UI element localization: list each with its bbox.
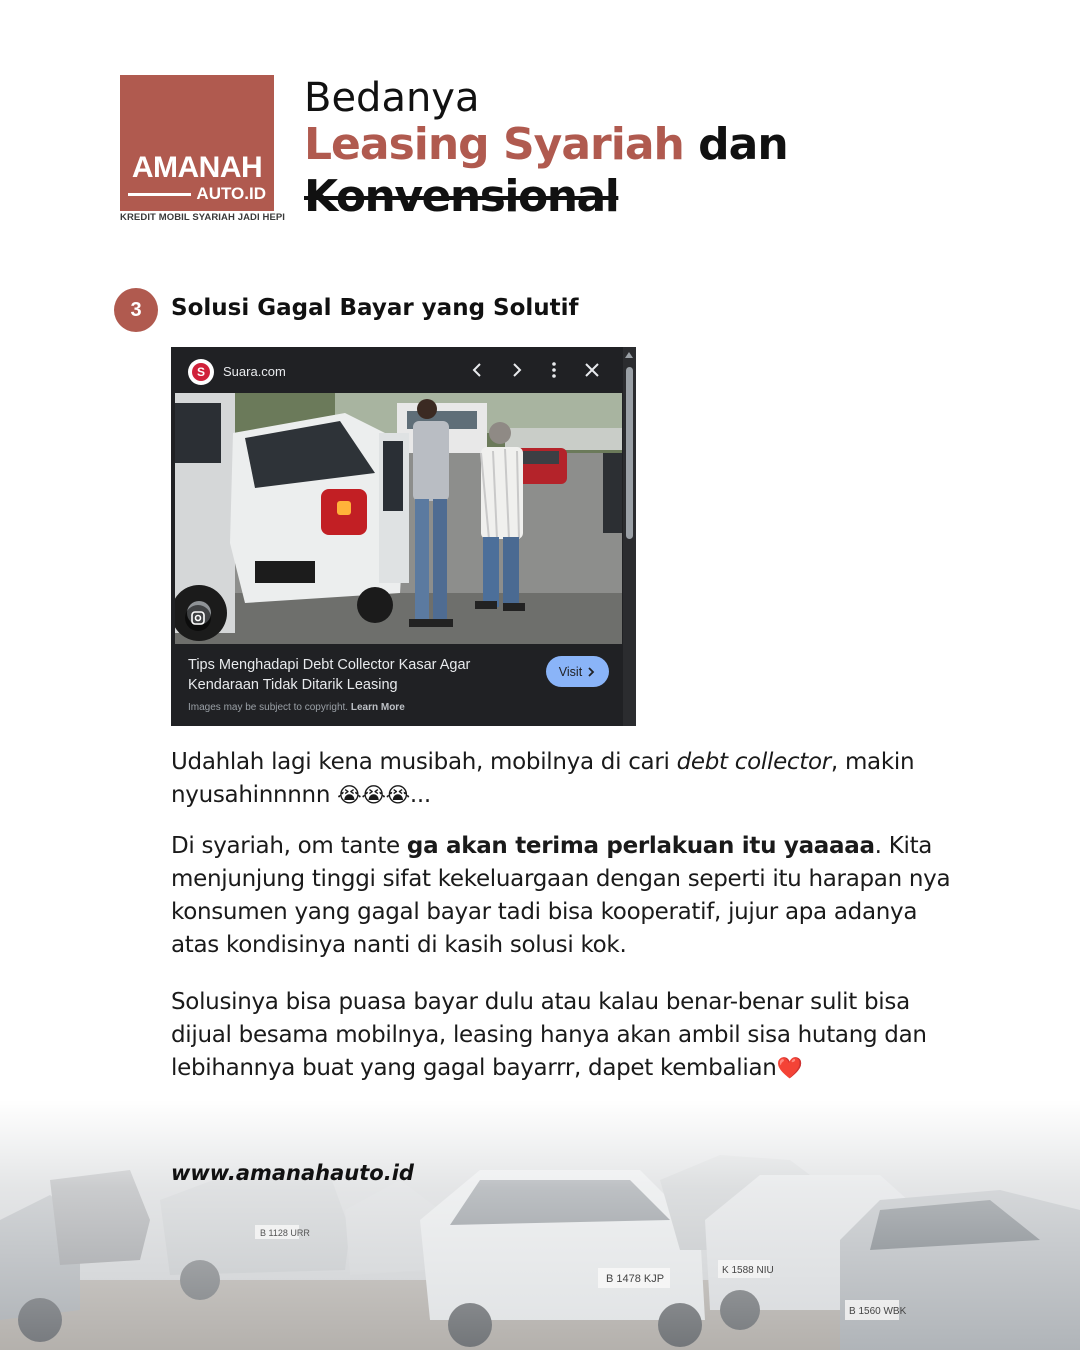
title-conjunction: dan <box>698 119 788 170</box>
title-line-2 <box>304 118 788 172</box>
image-search-card <box>171 347 636 726</box>
p1-text-a: Udahlah lagi kena musibah, mobilnya di cari <box>171 749 677 775</box>
logo-sub-text: AUTO.ID <box>196 184 266 203</box>
lens-search-icon[interactable] <box>185 605 211 631</box>
site-favicon-icon <box>188 359 214 385</box>
footer-cars-background <box>0 1100 1080 1350</box>
logo-sub-row <box>128 185 266 203</box>
p1-text-b: , makin nyusahinnnnn <box>171 749 915 808</box>
site-name[interactable]: Suara.com <box>223 364 286 379</box>
close-icon[interactable] <box>582 360 602 380</box>
paragraph-2 <box>171 830 971 962</box>
parked-cars-illustration <box>0 1100 1080 1350</box>
site-favicon-letter: S <box>192 363 210 381</box>
brand-tagline: KREDIT MOBIL SYARIAH JADI HEPI <box>120 212 286 223</box>
brand-logo <box>120 75 274 211</box>
back-icon[interactable] <box>468 360 488 380</box>
scroll-up-icon[interactable] <box>625 352 633 358</box>
website-url[interactable]: www.amanahauto.id <box>171 1161 414 1185</box>
copyright-text: Images may be subject to copyright. <box>188 702 349 713</box>
plate-text-3: K 1588 NIU <box>722 1265 774 1276</box>
logo-divider <box>128 193 191 196</box>
plate-text-2: B 1560 WBK <box>849 1306 907 1317</box>
p1-ellipsis: ... <box>409 782 431 808</box>
section-number-badge: 3 <box>114 288 158 332</box>
red-heart-icon: ❤️ <box>776 1056 803 1080</box>
visit-button-label: Visit <box>558 664 583 679</box>
plate-text-4: B 1128 URR <box>260 1228 310 1238</box>
plate-text-1: B 1478 KJP <box>606 1273 665 1285</box>
title-strikethrough: Konvensional <box>304 171 619 222</box>
visit-button[interactable] <box>546 656 609 687</box>
news-photo[interactable] <box>175 393 622 644</box>
chevron-right-icon <box>586 667 596 677</box>
copyright-notice <box>188 702 405 713</box>
forward-icon[interactable] <box>506 360 526 380</box>
p2-text-a: Di syariah, om tante <box>171 833 407 859</box>
p2-text-b: . Kita menjunjung tinggi sifat kekeluargaan dengan seperti itu harapan nya konsumen yang gagal bayar tadi bisa kooperatif, jujur apa adanya atas kondisinya nanti di kasih solusi kok. <box>171 833 951 958</box>
scrollbar[interactable] <box>623 347 636 726</box>
p1-italic: debt collector <box>676 749 831 775</box>
more-icon[interactable] <box>544 360 564 380</box>
p3-text: Solusinya bisa puasa bayar dulu atau kalau benar-benar sulit bisa dijual besama mobilnya, leasing hanya akan ambil sisa hutang dan lebihannya buat yang gagal bayarrr, dapet kembalian <box>171 989 927 1081</box>
article-caption[interactable]: Tips Menghadapi Debt Collector Kasar Agar Kendaraan Tidak Ditarik Leasing <box>188 657 471 693</box>
street-scene-illustration <box>175 393 622 644</box>
crying-emoji-icon: 😭😭😭 <box>337 783 410 807</box>
title-accent: Leasing Syariah <box>304 119 684 170</box>
section-title: Solusi Gagal Bayar yang Solutif <box>171 295 579 321</box>
title-line-1: Bedanya <box>304 75 480 121</box>
learn-more-link[interactable]: Learn More <box>350 702 405 713</box>
scroll-thumb[interactable] <box>626 367 633 539</box>
paragraph-1 <box>171 746 971 812</box>
p2-bold: ga akan terima perlakuan itu yaaaaa <box>406 833 875 859</box>
logo-main-text: AMANAH <box>131 151 263 184</box>
paragraph-3 <box>171 986 971 1085</box>
card-header <box>171 347 623 393</box>
